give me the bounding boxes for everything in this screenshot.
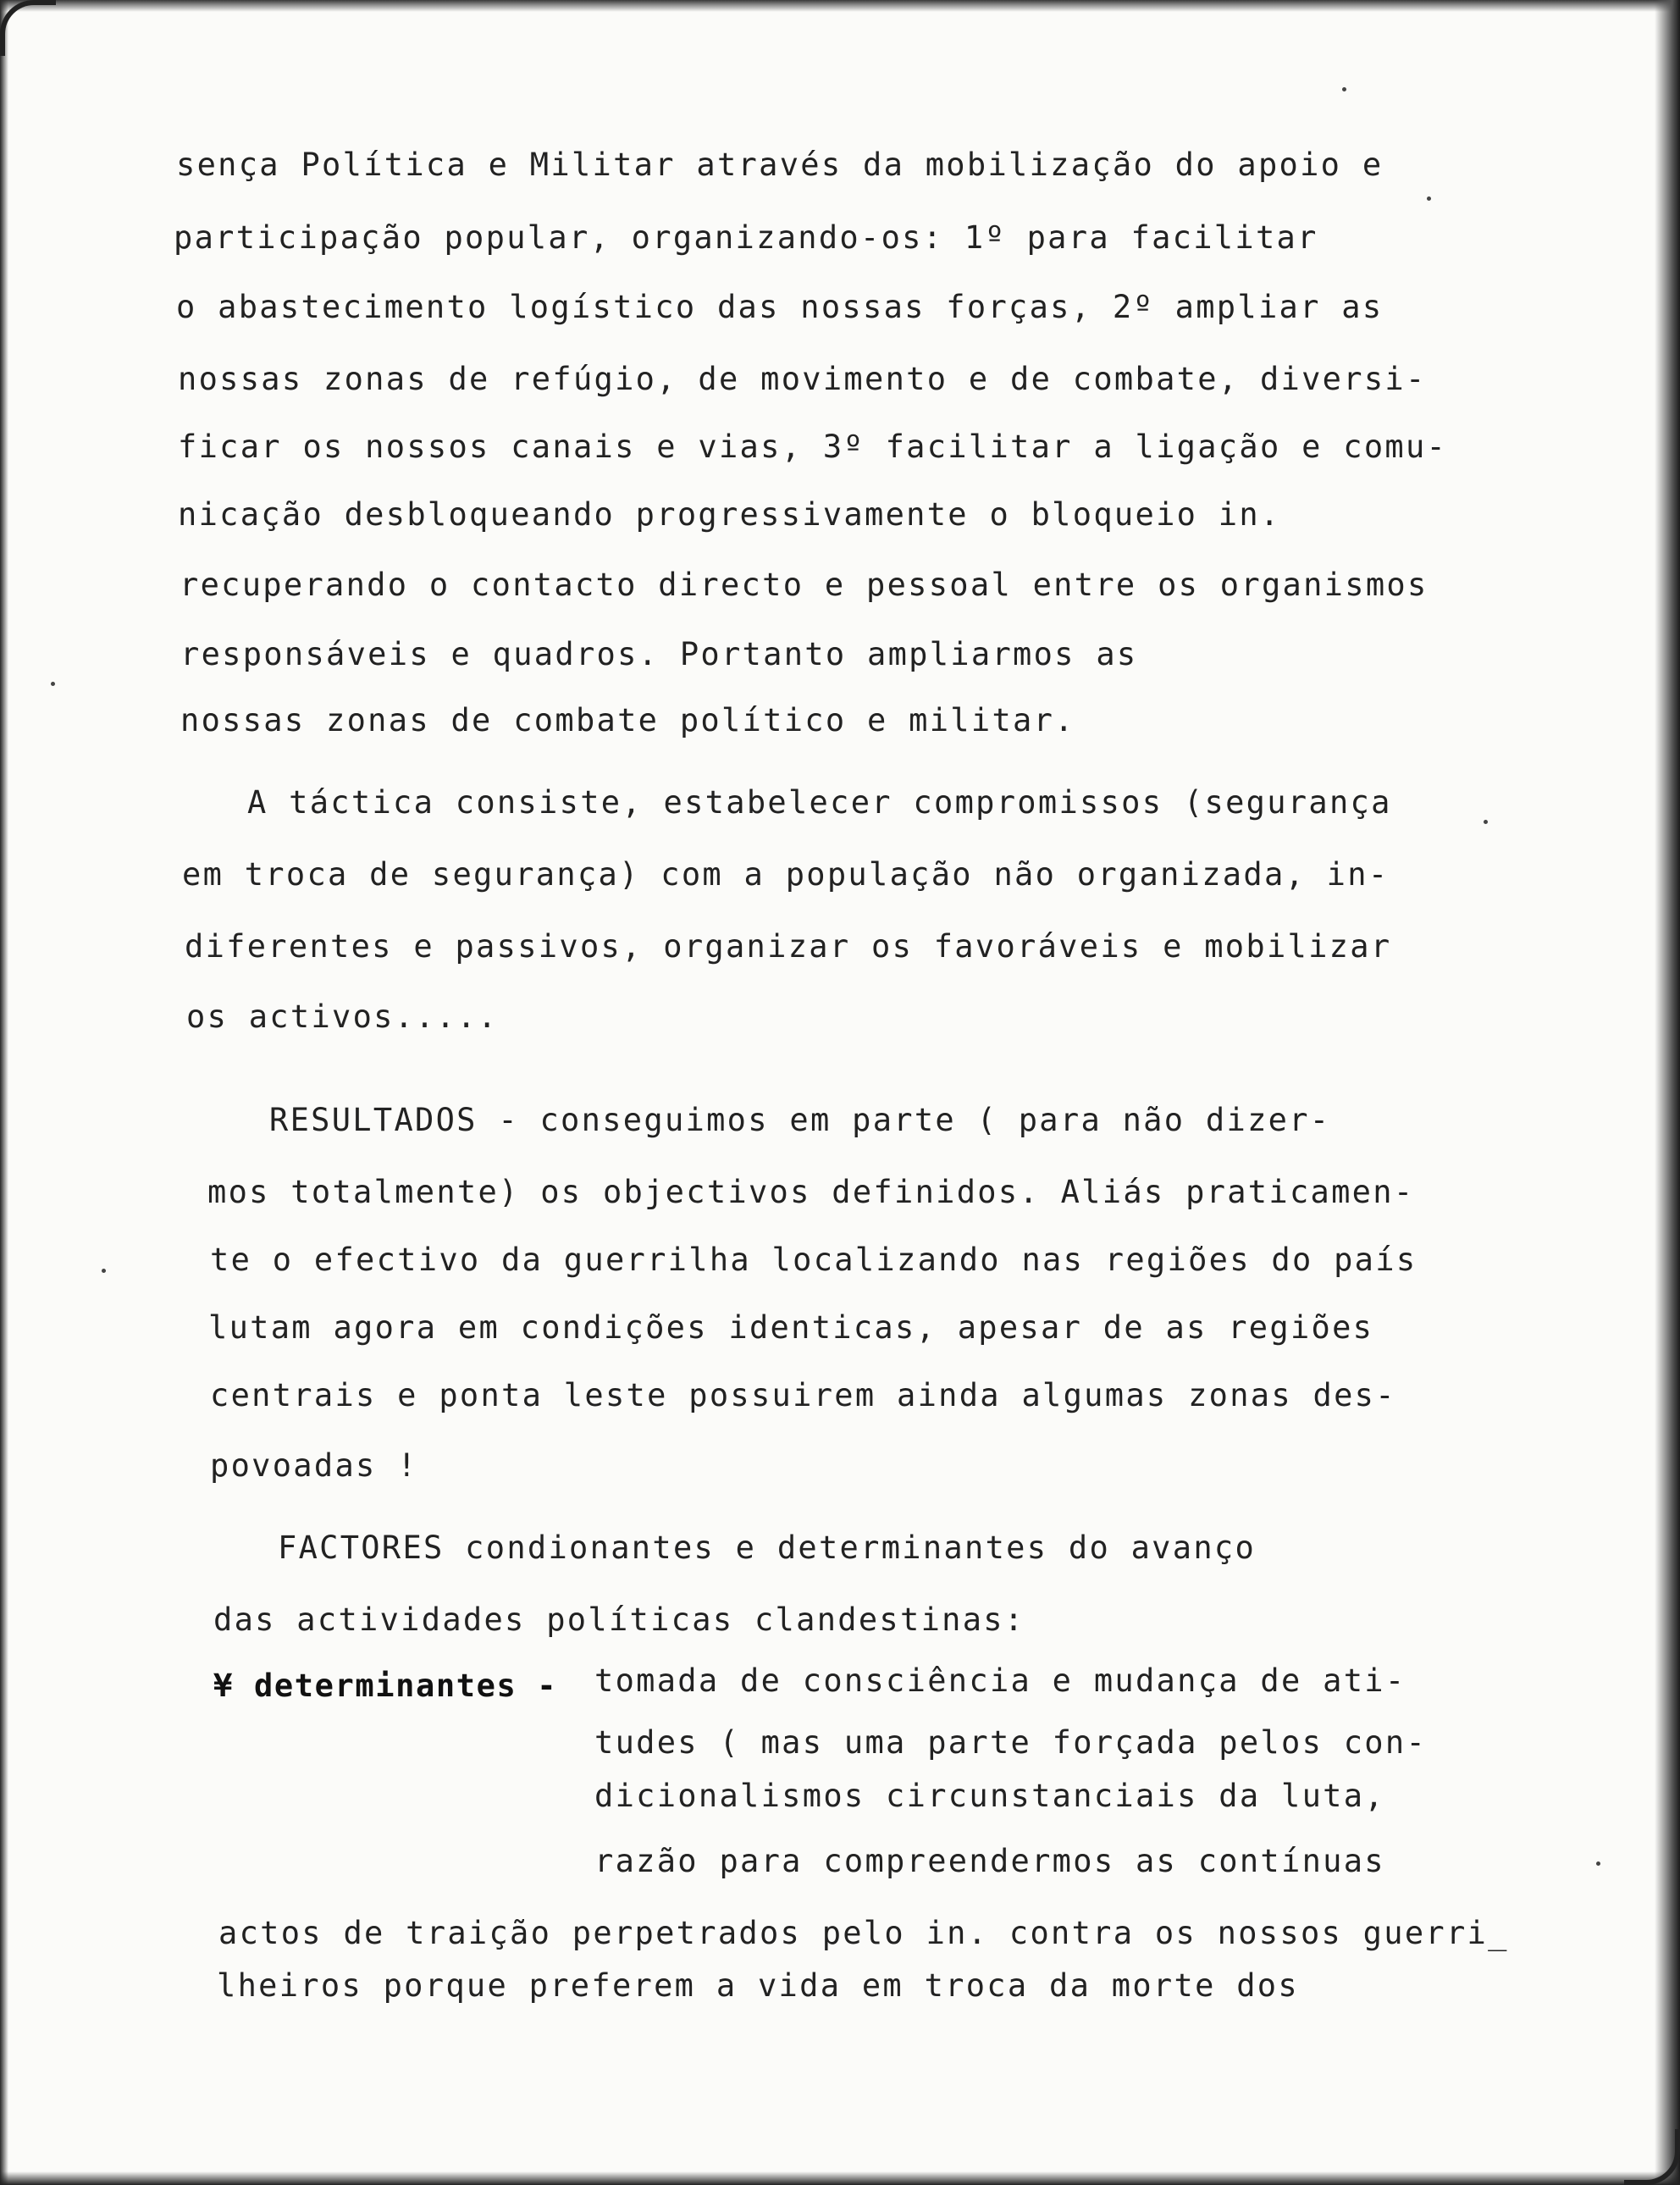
text-line: RESULTADOS - conseguimos em parte ( para não dizer- xyxy=(269,1102,1331,1138)
scan-speck xyxy=(51,682,55,686)
text-line: mos totalmente) os objectivos definidos. Aliás praticamen- xyxy=(207,1174,1415,1210)
text-line: FACTORES condionantes e determinantes do avanço xyxy=(278,1530,1257,1566)
scan-speck xyxy=(1342,87,1346,91)
text-line: responsáveis e quadros. Portanto ampliarmos as xyxy=(180,636,1138,672)
text-line: diferentes e passivos, organizar os favoráveis e mobilizar xyxy=(185,928,1392,965)
scan-edge-left xyxy=(0,0,8,2185)
text-line: povoadas ! xyxy=(210,1447,418,1484)
text-line: nossas zonas de combate político e militar. xyxy=(180,702,1075,738)
text-line: lheiros porque preferem a vida em troca da morte dos xyxy=(217,1967,1299,2004)
scan-speck xyxy=(102,1269,106,1273)
scan-speck xyxy=(1427,196,1431,201)
text-line: em troca de segurança) com a população não organizada, in- xyxy=(182,856,1390,893)
scan-edge-right xyxy=(1655,0,1680,2185)
list-label: determinantes - xyxy=(254,1668,558,1704)
text-line: tomada de consciência e mudança de ati- xyxy=(594,1662,1406,1699)
text-line: te o efectivo da guerrilha localizando nas regiões do país xyxy=(210,1242,1418,1278)
text-line: actos de traição perpetrados pelo in. contra os nossos guerri_ xyxy=(218,1915,1509,1951)
scan-speck xyxy=(1484,820,1488,824)
text-line: ficar os nossos canais e vias, 3º facilitar a ligação e comu- xyxy=(178,429,1448,465)
text-line: A táctica consiste, estabelecer compromissos (segurança xyxy=(247,784,1392,821)
text-line: centrais e ponta leste possuirem ainda algumas zonas des- xyxy=(210,1377,1396,1413)
text-line: participação popular, organizando-os: 1º para facilitar xyxy=(174,219,1318,256)
list-bullet: ¥ xyxy=(213,1668,234,1704)
text-line: das actividades políticas clandestinas: xyxy=(213,1601,1025,1638)
text-line: recuperando o contacto directo e pessoal entre os organismos xyxy=(180,567,1429,603)
text-line: sença Política e Militar através da mobilização do apoio e xyxy=(176,147,1384,183)
text-line: tudes ( mas uma parte forçada pelos con- xyxy=(594,1724,1428,1761)
text-line: lutam agora em condições identicas, apesar de as regiões xyxy=(208,1309,1374,1346)
text-line: dicionalismos circunstanciais da luta, xyxy=(594,1778,1385,1814)
text-line: nossas zonas de refúgio, de movimento e de combate, diversi- xyxy=(178,361,1427,397)
text-line: o abastecimento logístico das nossas forças, 2º ampliar as xyxy=(176,289,1384,325)
text-line: os activos..... xyxy=(186,998,499,1035)
scan-edge-top xyxy=(0,0,1680,12)
text-line: razão para compreendermos as contínuas xyxy=(594,1843,1385,1879)
scan-edge-bottom xyxy=(0,2171,1680,2185)
scan-speck xyxy=(1596,1861,1600,1866)
text-line: nicação desbloqueando progressivamente o bloqueio in. xyxy=(178,496,1281,533)
